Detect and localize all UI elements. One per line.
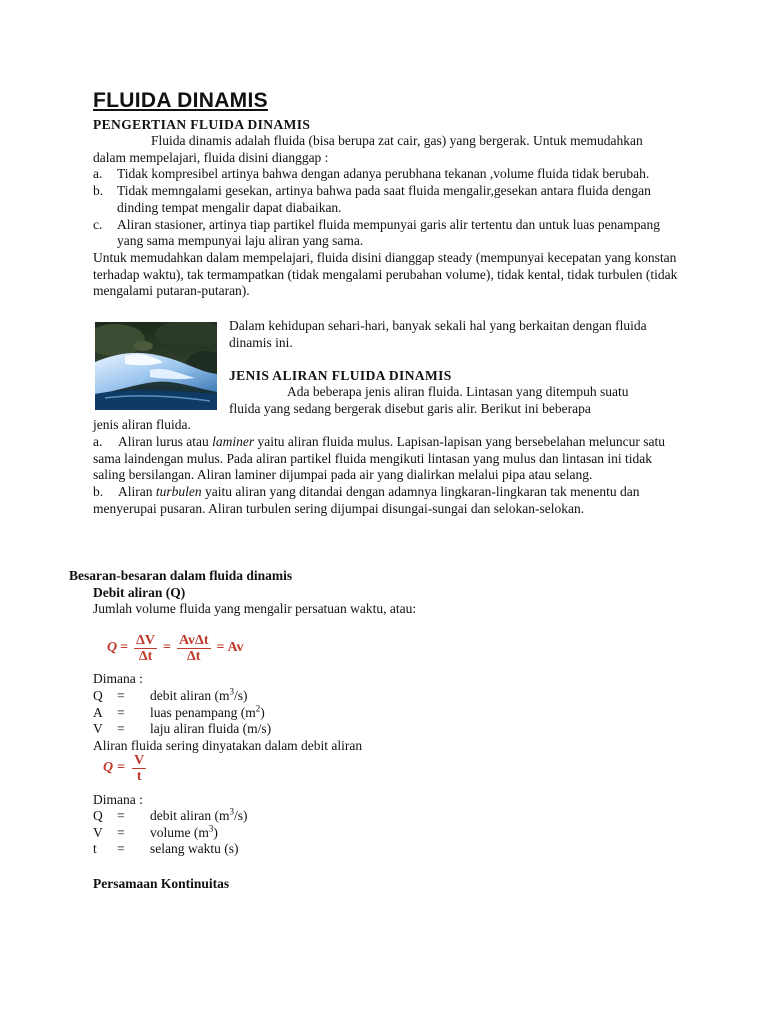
subheading-kontinuitas: Persamaan Kontinuitas bbox=[93, 876, 230, 891]
def-symbol: A bbox=[93, 704, 103, 720]
list-text: Tidak kompresibel artinya bahwa dengan adanya perubhana tekanan ,volume fluida tidak berubah. bbox=[117, 166, 650, 182]
def-symbol: Q bbox=[93, 808, 103, 823]
def-symbol: t bbox=[93, 841, 97, 857]
equation-debit-2 bbox=[103, 753, 149, 784]
definition-row bbox=[93, 721, 271, 738]
def-desc: laju aliran fluida (m/s) bbox=[150, 721, 272, 737]
daily-paragraph: Dalam kehidupan sehari-hari, banyak sekali hal yang berkaitan dengan fluida dinamis ini. bbox=[229, 318, 647, 350]
list-text: yaitu aliran fluida mulus. Lapisan-lapisan yang bersebelahan meluncur satu sama laindengan mulus. Pada aliran partikel fluida mengikuti lintasan yang mulus dan lintasan ini tidak saling bersilangan. Aliran laminer dijumpai pada air yang dialirkan melalui pipa atau selang. bbox=[93, 434, 665, 483]
def-desc: volume $(m^3)$ bbox=[150, 823, 218, 840]
fraction-numerator: ΔV bbox=[136, 633, 155, 648]
list-item bbox=[93, 183, 678, 216]
intro-paragraph: Fluida dinamis adalah fluida (bisa berupa zat cair, gas) yang bergerak. Untuk memudahkan dalam mempelajari, fluida disini dianggap : bbox=[93, 133, 643, 165]
eq-lhs: Q bbox=[107, 640, 118, 656]
definition-row bbox=[93, 688, 271, 705]
section-heading-besaran: Besaran-besaran dalam fluida dinamis bbox=[69, 568, 293, 583]
jenis-intro-line1: Ada beberapa jenis aliran fluida. Lintasan yang ditempuh suatu bbox=[287, 384, 629, 399]
definition-row bbox=[93, 841, 247, 858]
eq-equals: = bbox=[163, 640, 171, 656]
debit-intro: Jumlah volume fluida yang mengalir persatuan waktu, atau: bbox=[93, 601, 417, 616]
jenis-intro-line3: jenis aliran fluida. bbox=[93, 417, 191, 432]
def-desc: selang waktu (s) bbox=[150, 841, 239, 857]
list-marker: c. bbox=[93, 216, 103, 232]
section-pengertian-body bbox=[93, 133, 678, 300]
term-laminer: laminer bbox=[212, 434, 255, 449]
list-text: Tidak memngalami gesekan, artinya bahwa pada saat fluida mengalir,gesekan antara fluida dengan dinding tempat mengalir dapat diabaikan. bbox=[117, 183, 651, 215]
list-marker: a. bbox=[93, 434, 103, 449]
list-text: Aliran stasioner, artinya tiap partikel fluida mempunyai garis alir tertentu dan untuk luas penampang yang sama mempunyai laju aliran yang sama. bbox=[117, 216, 661, 249]
eq-lhs: Q bbox=[103, 760, 114, 776]
fraction-numerator: AvΔt bbox=[178, 633, 209, 648]
def-desc: debit aliran $(m^3/s)$ bbox=[150, 686, 248, 703]
def-equals: = bbox=[117, 721, 125, 737]
def-equals: = bbox=[117, 688, 125, 703]
page-title: FLUIDA DINAMIS bbox=[93, 89, 268, 112]
definition-row bbox=[93, 825, 247, 842]
river-rapids-photo bbox=[95, 322, 217, 410]
equation-debit-1 bbox=[107, 633, 244, 664]
def-desc: debit aliran $(m^3/s)$ bbox=[150, 806, 248, 823]
eq-rhs: Av bbox=[227, 640, 244, 656]
eq-equals: = bbox=[216, 640, 225, 656]
def-symbol: V bbox=[93, 824, 103, 840]
list-marker: b. bbox=[93, 183, 104, 199]
def-symbol: V bbox=[93, 721, 103, 737]
dimana-label: Dimana : bbox=[93, 671, 143, 686]
def-symbol: Q bbox=[93, 688, 103, 703]
def-equals: = bbox=[117, 704, 125, 720]
list-text: yaitu aliran yang ditandai dengan adamnya lingkaran-lingkaran tak menentu dan menyerupai pusaran. Aliran turbulen sering dijumpai disungai-sungai dan selokan-selokan. bbox=[93, 484, 640, 516]
section-heading-jenis: JENIS ALIRAN FLUIDA DINAMIS bbox=[229, 368, 452, 383]
jenis-list bbox=[93, 434, 668, 518]
term-turbulen: turbulen bbox=[155, 484, 202, 500]
list-item bbox=[93, 166, 678, 183]
section-heading-pengertian: PENGERTIAN FLUIDA DINAMIS bbox=[93, 117, 311, 132]
def-equals: = bbox=[117, 841, 125, 857]
fraction-numerator: V bbox=[134, 753, 145, 768]
def-equals: = bbox=[117, 808, 125, 823]
def-equals: = bbox=[117, 824, 125, 840]
def-desc: luas penampang $(m^2)$ bbox=[150, 703, 265, 720]
fraction bbox=[134, 633, 157, 664]
dimana-label-2: Dimana : bbox=[93, 792, 143, 807]
definitions-list-1 bbox=[93, 688, 271, 738]
eq-equals: = bbox=[120, 640, 129, 656]
definitions-list-2 bbox=[93, 808, 247, 858]
debit-note: Aliran fluida sering dinyatakan dalam debit aliran bbox=[93, 738, 363, 753]
list-marker: a. bbox=[93, 166, 103, 182]
list-item bbox=[93, 484, 668, 517]
eq-equals: = bbox=[117, 760, 126, 776]
list-marker: b. bbox=[93, 484, 104, 500]
steady-paragraph: Untuk memudahkan dalam mempelajari, fluida disini dianggap steady (mempunyai kecepatan yang konstan terhadap waktu), tak termampatkan (tidak mengalami perubahan volume), tidak kental, tidak turbulen (tidak mengalami putaran-putaran). bbox=[93, 249, 678, 299]
subheading-debit: Debit aliran (Q) bbox=[93, 585, 186, 600]
definition-row bbox=[93, 808, 247, 825]
fraction-denominator: Δt bbox=[187, 649, 201, 664]
definition-row bbox=[93, 705, 271, 722]
fraction bbox=[177, 633, 211, 664]
fraction-denominator: t bbox=[136, 769, 142, 784]
list-text: Aliran bbox=[118, 484, 156, 500]
list-item bbox=[93, 217, 678, 250]
fraction bbox=[132, 753, 146, 784]
list-text: Aliran lurus atau bbox=[118, 434, 213, 449]
fraction-denominator: Δt bbox=[138, 649, 153, 664]
jenis-intro-line2: fluida yang sedang bergerak disebut garis alir. Berikut ini beberapa bbox=[229, 401, 591, 416]
list-item bbox=[93, 434, 668, 484]
